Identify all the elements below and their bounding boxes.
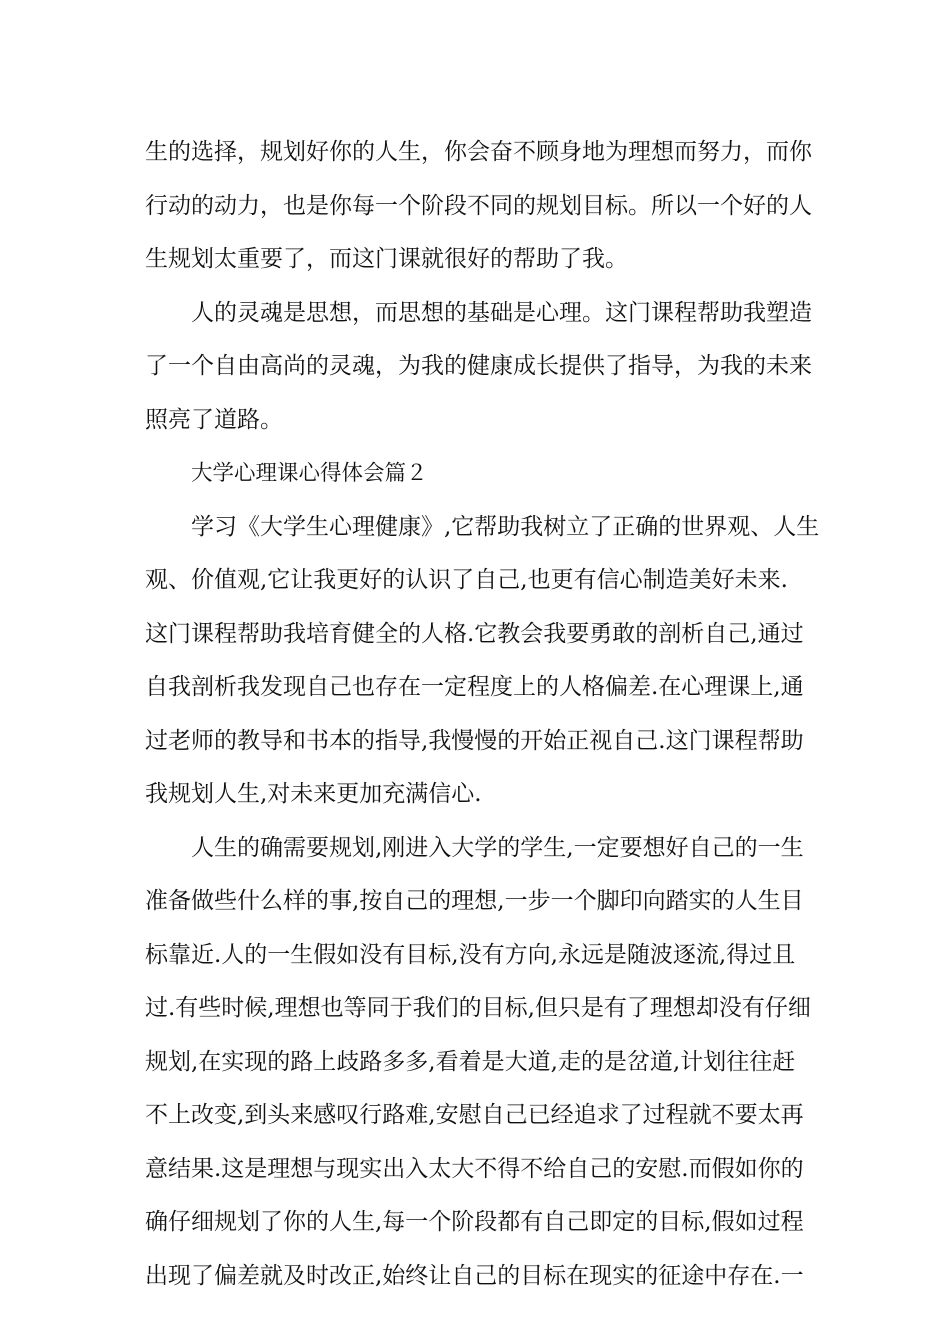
text-line: 了一个自由高尚的灵魂，为我的健康成长提供了指导，为我的未来 (145, 353, 812, 379)
section-heading: 大学心理课心得体会篇２ (191, 461, 428, 486)
text-line: 自我剖析我发现自己也存在一定程度上的人格偏差.在心理课上,通 (145, 674, 804, 700)
paragraph-first-line: 人生的确需要规划,刚进入大学的学生,一定要想好自己的一生 (191, 834, 804, 861)
text-line: 观、价值观,它让我更好的认识了自己,也更有信心制造美好未来. (145, 567, 788, 593)
text-line: 照亮了道路。 (145, 406, 283, 433)
text-line: 这门课程帮助我培育健全的人格.它教会我要勇敢的剖析自己,通过 (145, 620, 804, 647)
text-line: 生规划太重要了，而这门课就很好的帮助了我。 (145, 246, 628, 272)
text-line: 过.有些时候,理想也等同于我们的目标,但只是有了理想却没有仔细 (145, 995, 811, 1021)
text-line: 我规划人生,对未来更加充满信心. (145, 781, 482, 807)
body-text (145, 126, 820, 1303)
text-line: 生的选择，规划好你的人生，你会奋不顾身地为理想而努力，而你 (145, 139, 812, 165)
text-line: 行动的动力，也是你每一个阶段不同的规划目标。所以一个好的人 (145, 192, 812, 219)
paragraph-first-line: 人的灵魂是思想，而思想的基础是心理。这门课程帮助我塑造 (191, 299, 812, 326)
text-line: 确仔细规划了你的人生,每一个阶段都有自己即定的目标,假如过程 (145, 1209, 804, 1235)
text-line: 准备做些什么样的事,按自己的理想,一步一个脚印向踏实的人生目 (145, 888, 804, 914)
text-line: 过老师的教导和书本的指导,我慢慢的开始正视自己.这门课程帮助 (145, 727, 804, 754)
paragraph-first-line: 学习《大学生心理健康》,它帮助我树立了正确的世界观、人生 (191, 513, 820, 540)
text-line: 出现了偏差就及时改正,始终让自己的目标在现实的征途中存在.一 (145, 1262, 804, 1289)
text-line: 意结果.这是理想与现实出入太大不得不给自己的安慰.而假如你的 (145, 1155, 804, 1182)
text-line: 标靠近.人的一生假如没有目标,没有方向,永远是随波逐流,得过且 (145, 941, 796, 968)
text-line: 规划,在实现的路上歧路多多,看着是大道,走的是岔道,计划往往赶 (145, 1048, 796, 1075)
text-line: 不上改变,到头来感叹行路难,安慰自己已经追求了过程就不要太再 (145, 1102, 804, 1128)
